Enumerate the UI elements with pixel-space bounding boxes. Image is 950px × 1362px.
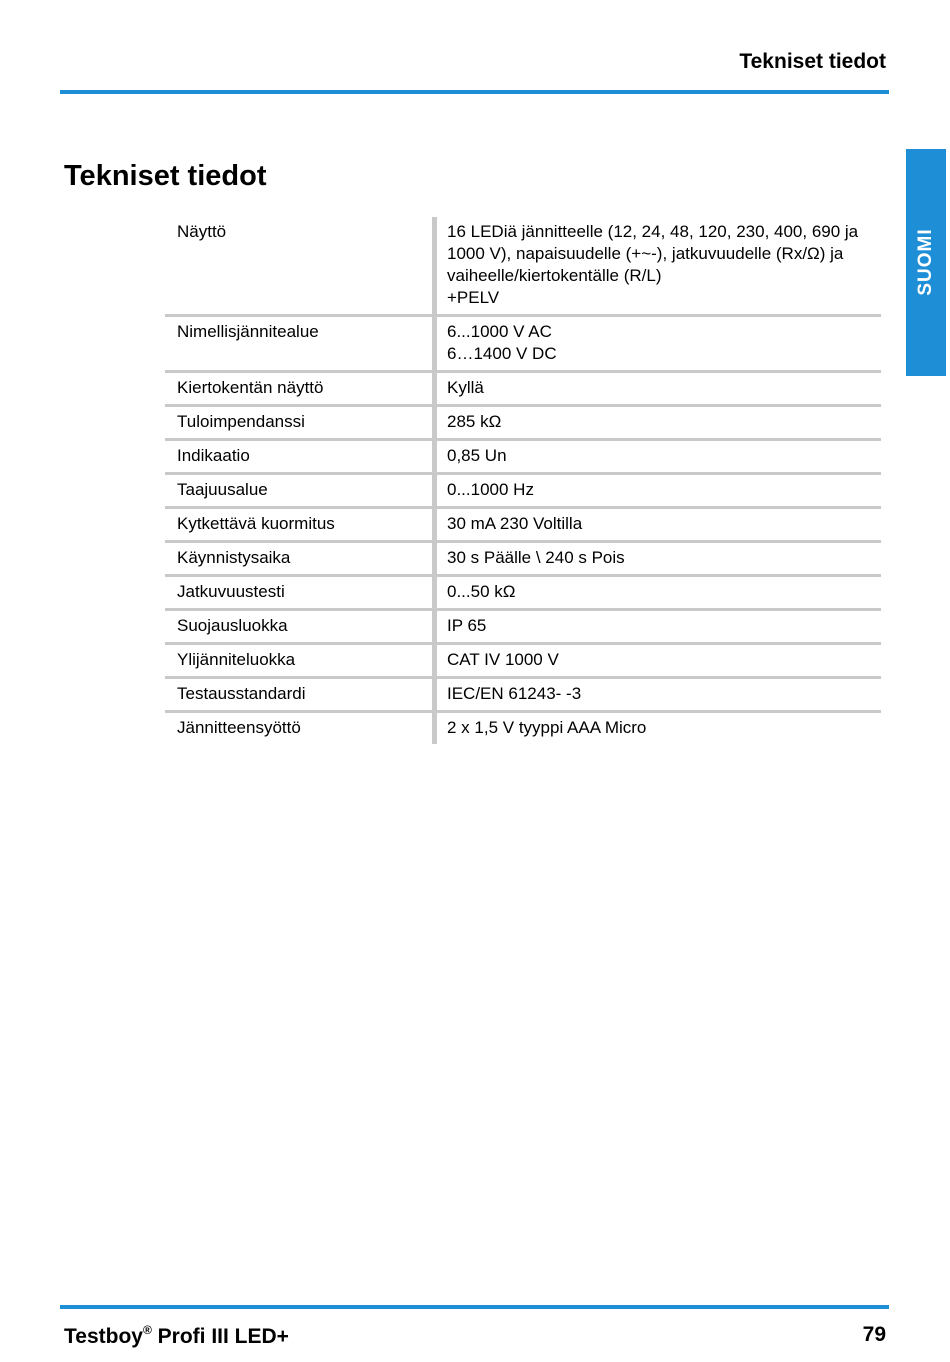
spec-value <box>435 474 882 508</box>
language-tab <box>906 149 946 376</box>
spec-row <box>165 316 881 372</box>
spec-row <box>165 610 881 644</box>
page-number: 79 <box>862 1323 886 1346</box>
spec-label: Näyttö <box>165 217 435 316</box>
spec-value <box>435 217 882 316</box>
footer-brand: Testboy <box>64 1325 143 1348</box>
spec-value-line: 1000 V), napaisuudelle (+~-), jatkuvuudelle (Rx/Ω) ja <box>447 244 844 263</box>
spec-value <box>435 316 882 372</box>
spec-row <box>165 678 881 712</box>
spec-row <box>165 372 881 406</box>
spec-value <box>435 576 882 610</box>
header-rule <box>60 90 889 94</box>
spec-row <box>165 508 881 542</box>
spec-label: Jatkuvuustesti <box>165 576 435 610</box>
spec-label: Suojausluokka <box>165 610 435 644</box>
spec-value <box>435 678 882 712</box>
spec-row <box>165 712 881 745</box>
spec-value <box>435 712 882 745</box>
spec-value-line: 0...1000 Hz <box>447 480 534 499</box>
spec-label: Indikaatio <box>165 440 435 474</box>
spec-value-line: +PELV <box>447 288 500 307</box>
spec-value-line: 2 x 1,5 V tyyppi AAA Micro <box>447 718 647 737</box>
spec-value <box>435 372 882 406</box>
spec-value-line: Kyllä <box>447 378 484 397</box>
spec-label: Ylijänniteluokka <box>165 644 435 678</box>
spec-value-line: 0,85 Un <box>447 446 507 465</box>
spec-value <box>435 508 882 542</box>
spec-row <box>165 542 881 576</box>
spec-row <box>165 217 881 316</box>
spec-value-line: 6...1000 V AC <box>447 322 552 341</box>
spec-value-line: CAT IV 1000 V <box>447 650 559 669</box>
spec-value <box>435 542 882 576</box>
spec-value-line: vaiheelle/kiertokentälle (R/L) <box>447 266 662 285</box>
spec-label: Kytkettävä kuormitus <box>165 508 435 542</box>
spec-value-line: IEC/EN 61243- -3 <box>447 684 582 703</box>
spec-value-line: 30 s Päälle \ 240 s Pois <box>447 548 625 567</box>
spec-label: Käynnistysaika <box>165 542 435 576</box>
spec-row <box>165 440 881 474</box>
spec-value-line: 30 mA 230 Voltilla <box>447 514 583 533</box>
spec-table-body <box>165 217 881 744</box>
spec-label: Nimellisjännitealue <box>165 316 435 372</box>
spec-label: Testausstandardi <box>165 678 435 712</box>
spec-value-line: 6…1400 V DC <box>447 344 557 363</box>
footer-product: Profi III LED+ <box>151 1325 289 1348</box>
spec-value-line: 16 LEDiä jännitteelle (12, 24, 48, 120, 230, 400, 690 ja <box>447 222 859 241</box>
footer-product-name <box>64 1323 289 1349</box>
footer-rule <box>60 1305 889 1309</box>
spec-table <box>165 217 881 744</box>
spec-value <box>435 406 882 440</box>
registered-mark: ® <box>142 1323 152 1337</box>
spec-label: Kiertokentän näyttö <box>165 372 435 406</box>
header-title: Tekniset tiedot <box>739 50 886 73</box>
page-title: Tekniset tiedot <box>64 160 267 192</box>
spec-value-line: 0...50 kΩ <box>447 582 516 601</box>
spec-value <box>435 644 882 678</box>
spec-row <box>165 644 881 678</box>
spec-row <box>165 406 881 440</box>
spec-value-line: 285 kΩ <box>447 412 502 431</box>
spec-label: Jännitteensyöttö <box>177 718 301 737</box>
spec-row <box>165 474 881 508</box>
spec-label: Tuloimpendanssi <box>165 406 435 440</box>
spec-value <box>435 440 882 474</box>
spec-label: Taajuusalue <box>165 474 435 508</box>
spec-value-line: IP 65 <box>447 616 487 635</box>
spec-row <box>165 576 881 610</box>
spec-value <box>435 610 882 644</box>
language-tab-label: SUOMI <box>915 228 936 296</box>
